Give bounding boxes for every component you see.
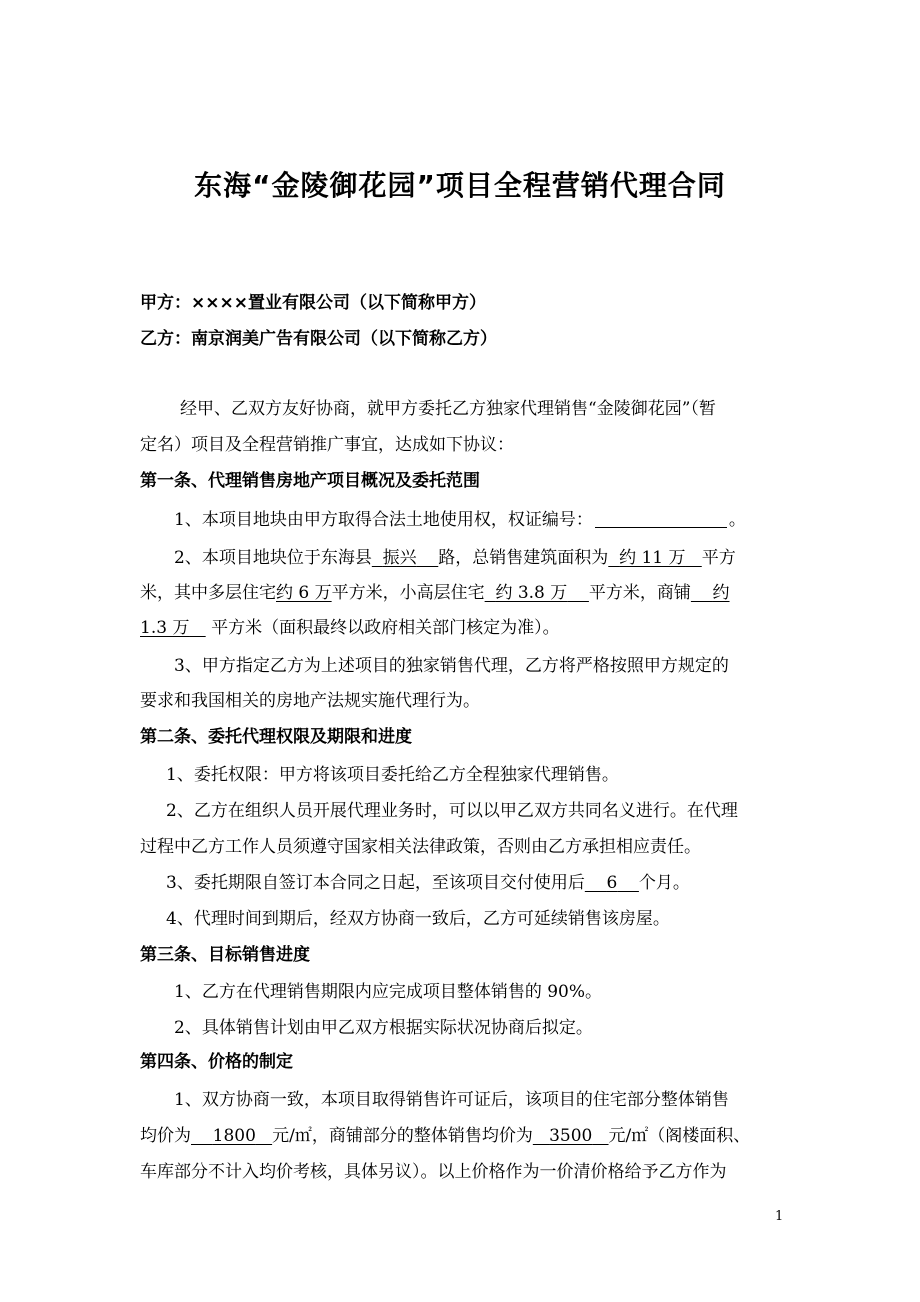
shop-area-part-1: 约 — [712, 583, 730, 603]
article-2-heading: 第二条、委托代理权限及期限和进度 — [140, 727, 412, 747]
page-number: 1 — [775, 1209, 784, 1224]
contract-title: 东海“金陵御花园”项目全程营销代理合同 — [194, 169, 726, 202]
residential-avg-price: 1800 — [212, 1126, 256, 1146]
art1-clause-3-line-1: 3、甲方指定乙方为上述项目的独家销售代理，乙方将严格按照甲方规定的 — [174, 656, 729, 676]
intro-line-1: 经甲、乙双方友好协商，就甲方委托乙方独家代理销售“金陵御花园”（暂 — [180, 399, 716, 419]
intro-line-2: 定名）项目及全程营销推广事宜，达成如下协议： — [140, 435, 514, 455]
months-after-delivery: 6 — [606, 873, 618, 893]
party-a: 甲方：××××置业有限公司（以下简称甲方） — [140, 293, 486, 313]
high-rise-area: 约 3.8 万 — [495, 583, 568, 603]
art4-clause-1-line-3: 车库部分不计入均价考核，具体另议）。以上价格作为一价清价格给予乙方作为 — [140, 1162, 727, 1182]
art2-clause-2-line-1: 2、乙方在组织人员开展代理业务时，可以以甲乙双方共同名义进行。在代理 — [166, 801, 738, 821]
article-3-heading: 第三条、目标销售进度 — [140, 945, 310, 965]
total-area: 约 11 万 — [619, 548, 686, 568]
multi-storey-area: 约 6 万 — [276, 583, 332, 603]
art2-clause-1: 1、委托权限：甲方将该项目委托给乙方全程独家代理销售。 — [166, 765, 619, 785]
art3-clause-2: 2、具体销售计划由甲乙双方根据实际状况协商后拟定。 — [174, 1018, 593, 1038]
shop-avg-price: 3500 — [549, 1126, 593, 1146]
certificate-number-blank — [595, 509, 727, 528]
article-1-heading: 第一条、代理销售房地产项目概况及委托范围 — [140, 471, 480, 491]
art2-clause-3: 3、委托期限自签订本合同之日起，至该项目交付使用后 6 个月。 — [166, 873, 690, 893]
art4-clause-1-line-1: 1、双方协商一致，本项目取得销售许可证后，该项目的住宅部分整体销售 — [174, 1090, 729, 1110]
art2-clause-4: 4、代理时间到期后，经双方协商一致后，乙方可延续销售该房屋。 — [166, 909, 670, 929]
art1-clause-2-line-3: 1.3 万 平方米（面积最终以政府相关部门核定为准）。 — [140, 618, 560, 638]
art1-clause-2-line-1: 2、本项目地块位于东海县 振兴 路，总销售建筑面积为 约 11 万 平方 — [174, 548, 736, 568]
art1-clause-2-line-2: 米，其中多层住宅约 6 万平方米，小高层住宅 约 3.8 万 平方米，商铺 约 — [140, 583, 730, 603]
art1-clause-1: 1、本项目地块由甲方取得合法土地使用权，权证编号： 。 — [174, 510, 746, 530]
party-b: 乙方：南京润美广告有限公司（以下简称乙方） — [140, 329, 497, 349]
art4-clause-1-line-2: 均价为 1800 元/㎡，商铺部分的整体销售均价为 3500 元/㎡（阁楼面积、 — [140, 1126, 751, 1146]
shop-area-part-2: 1.3 万 — [140, 618, 190, 638]
art3-clause-1: 1、乙方在代理销售期限内应完成项目整体销售的 90%。 — [174, 982, 603, 1002]
art2-clause-2-line-2: 过程中乙方工作人员须遵守国家相关法律政策，否则由乙方承担相应责任。 — [140, 837, 701, 857]
art1-clause-3-line-2: 要求和我国相关的房地产法规实施代理行为。 — [140, 691, 480, 711]
article-4-heading: 第四条、价格的制定 — [140, 1052, 293, 1072]
road-name: 振兴 — [382, 548, 417, 568]
